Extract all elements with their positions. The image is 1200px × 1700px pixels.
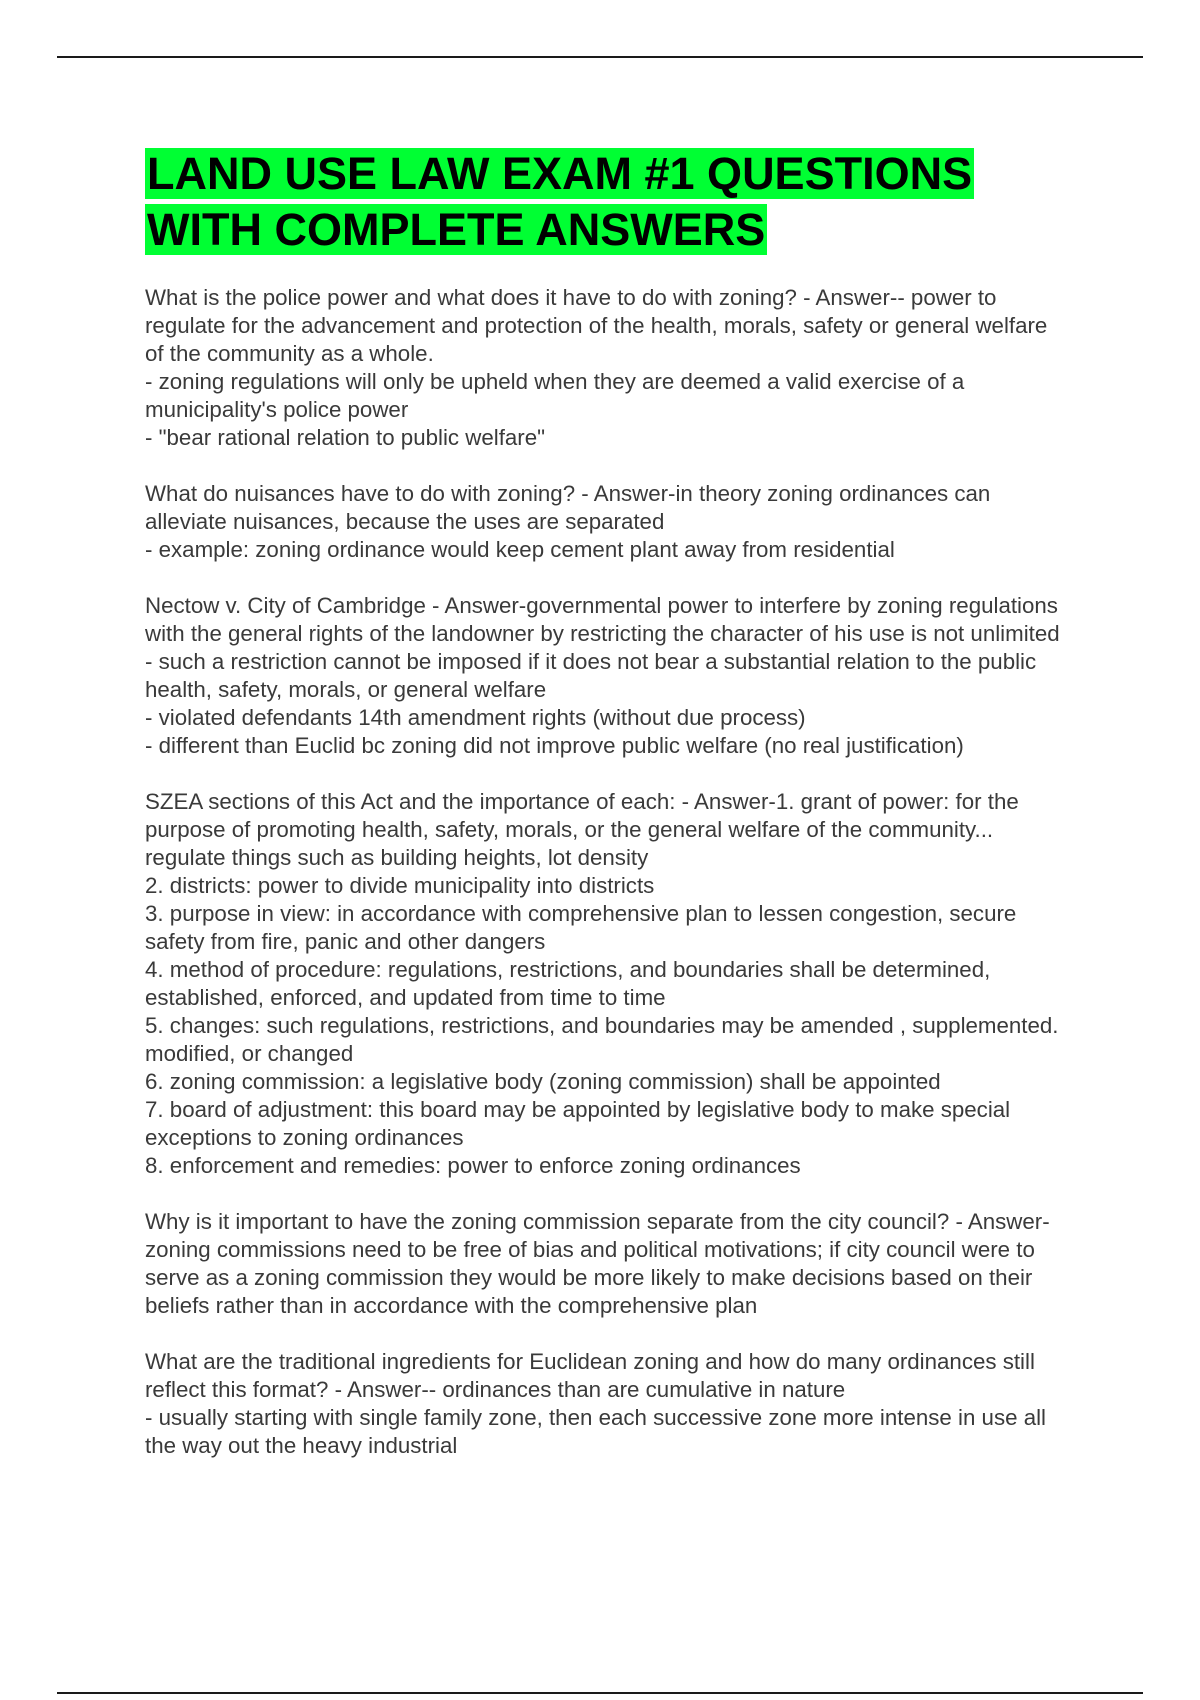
qa-block-police-power (145, 284, 1065, 452)
qa-line: - "bear rational relation to public welfare" (145, 425, 546, 450)
qa-line: What are the traditional ingredients for Euclidean zoning and how do many ordinances still reflect this format? - Answer-- ordinances than are cumulative in nature (145, 1349, 1035, 1402)
qa-block-euclidean-zoning (145, 1348, 1065, 1460)
header-rule (57, 56, 1143, 58)
qa-line: 4. method of procedure: regulations, restrictions, and boundaries shall be determined, established, enforced, and updated from time to time (145, 957, 991, 1010)
qa-line: What is the police power and what does it have to do with zoning? - Answer-- power to regulate for the advancement and protection of the health, morals, safety or general welfare of the community as a whole. (145, 285, 1048, 366)
qa-line: SZEA sections of this Act and the importance of each: - Answer-1. grant of power: for the purpose of promoting health, safety, morals, or the general welfare of the community... regulate things such as building heights, lot density (145, 789, 1019, 870)
qa-line: What do nuisances have to do with zoning? - Answer-in theory zoning ordinances can alleviate nuisances, because the uses are separated (145, 481, 991, 534)
qa-line: 2. districts: power to divide municipality into districts (145, 873, 655, 898)
qa-block-nuisances (145, 480, 1065, 564)
qa-line: Nectow v. City of Cambridge - Answer-governmental power to interfere by zoning regulations with the general rights of the landowner by restricting the character of his use is not unlimited (145, 593, 1060, 646)
qa-line: - such a restriction cannot be imposed if it does not bear a substantial relation to the public health, safety, morals, or general welfare (145, 649, 1037, 702)
qa-line: - usually starting with single family zone, then each successive zone more intense in use all the way out the heavy industrial (145, 1405, 1046, 1458)
qa-line: - example: zoning ordinance would keep cement plant away from residential (145, 537, 895, 562)
qa-line: 3. purpose in view: in accordance with comprehensive plan to lessen congestion, secure safety from fire, panic and other dangers (145, 901, 1017, 954)
document-body (145, 146, 1065, 1488)
qa-line: - violated defendants 14th amendment rights (without due process) (145, 705, 806, 730)
title-highlight: LAND USE LAW EXAM #1 QUESTIONS WITH COMPLETE ANSWERS (147, 148, 973, 255)
qa-line: - zoning regulations will only be upheld when they are deemed a valid exercise of a municipality's police power (145, 369, 965, 422)
qa-block-zoning-commission (145, 1208, 1065, 1320)
qa-block-nectow (145, 592, 1065, 760)
qa-line: 6. zoning commission: a legislative body (zoning commission) shall be appointed (145, 1069, 941, 1094)
qa-line: - different than Euclid bc zoning did not improve public welfare (no real justification) (145, 733, 964, 758)
qa-line: 8. enforcement and remedies: power to enforce zoning ordinances (145, 1153, 801, 1178)
footer-rule (57, 1692, 1143, 1694)
qa-line: 5. changes: such regulations, restrictions, and boundaries may be amended , supplemented. modified, or changed (145, 1013, 1059, 1066)
qa-line: Why is it important to have the zoning commission separate from the city council? - Answer-zoning commissions need to be free of bias and political motivations; if city council were to serve as a zoning commission they would be more likely to make decisions based on their beliefs rather than in accordance with the comprehensive plan (145, 1209, 1050, 1318)
qa-line: 7. board of adjustment: this board may be appointed by legislative body to make special exceptions to zoning ordinances (145, 1097, 1011, 1150)
document-title (145, 146, 1065, 258)
qa-block-szea (145, 788, 1065, 1180)
